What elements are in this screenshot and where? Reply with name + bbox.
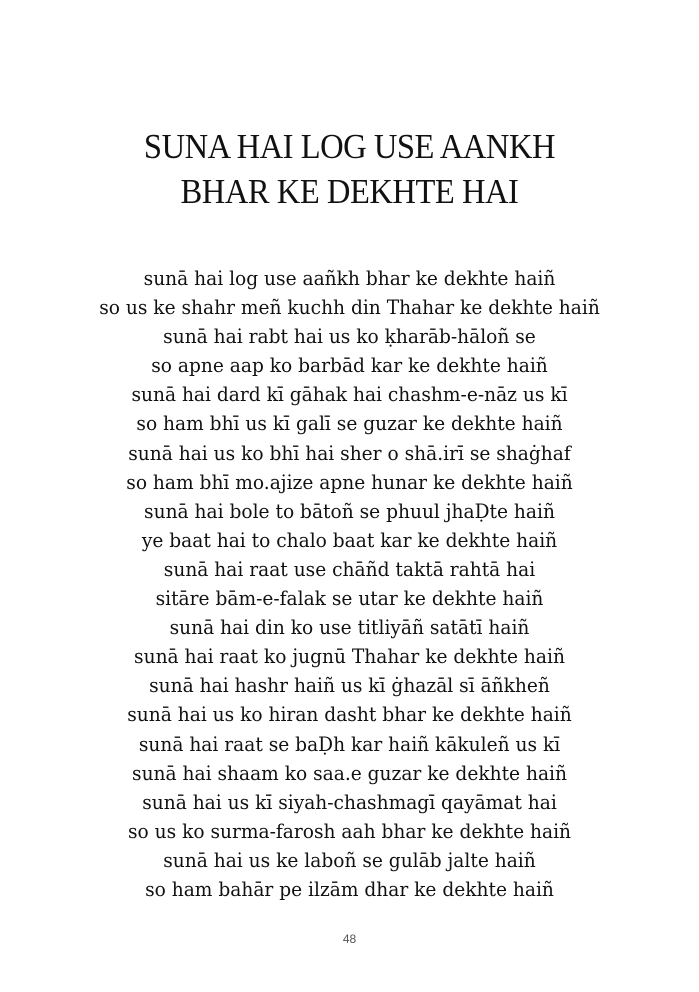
poem-title (24, 124, 674, 214)
verse-line: sunā hai rabt hai us ko ḳharāb-hāloñ se (163, 324, 536, 349)
verse-line: sunā hai raat use chāñd taktā rahtā hai (163, 556, 536, 581)
verse-line: sunā hai bole to bātoñ se phuul jhaḌte haiñ (144, 498, 555, 523)
verse-line: so ham bhī us kī galī se guzar ke dekhte haiñ (136, 411, 563, 436)
verse-line: sunā hai raat se baḌh kar haiñ kākuleñ us kī (138, 731, 561, 756)
verse-line: so apne aap ko barbād kar ke dekhte haiñ (151, 353, 548, 378)
verse-line: sunā hai hashr haiñ us kī ġhazāl sī āñkheñ (149, 673, 550, 698)
verse-line: sunā hai log use aañkh bhar ke dekhte haiñ (143, 266, 556, 290)
verse-line: ye baat hai to chalo baat kar ke dekhte haiñ (141, 527, 558, 552)
verse-line: sunā hai us kī siyah-chashmagī qayāmat hai (142, 789, 557, 814)
poem-body (0, 264, 699, 904)
verse-line: so us ke shahr meñ kuchh din Thahar ke dekhte haiñ (99, 295, 600, 320)
verse-line: so ham bhī mo.ajize apne hunar ke dekhte haiñ (126, 469, 573, 494)
verse-line: sunā hai shaam ko saa.e guzar ke dekhte haiñ (132, 760, 567, 785)
verse-line: sunā hai raat ko jugnū Thahar ke dekhte haiñ (134, 644, 565, 669)
verse-line: so ham bahār pe ilzām dhar ke dekhte haiñ (145, 876, 554, 901)
verse-line: sunā hai us ko bhī hai sher o shā.irī se shaġhaf (128, 440, 571, 465)
verse-line: sunā hai us ke laboñ se gulāb jalte haiñ (163, 847, 536, 872)
verse-line: sitāre bām-e-falak se utar ke dekhte haiñ (155, 586, 544, 611)
poem-title-line-1: SUNA HAI LOG USE AANKH (143, 127, 556, 166)
verse-line: so us ko surma-farosh aah bhar ke dekhte haiñ (128, 818, 571, 843)
verse-line: sunā hai us ko hiran dasht bhar ke dekhte haiñ (127, 702, 572, 727)
poem-title-line-2: BHAR KE DEKHTE HAI (180, 172, 519, 211)
page-number: 48 (342, 932, 357, 946)
verse-line: sunā hai din ko use titliyāñ satātī haiñ (169, 615, 530, 640)
verse-line: sunā hai dard kī gāhak hai chashm-e-nāz us kī (131, 382, 568, 407)
